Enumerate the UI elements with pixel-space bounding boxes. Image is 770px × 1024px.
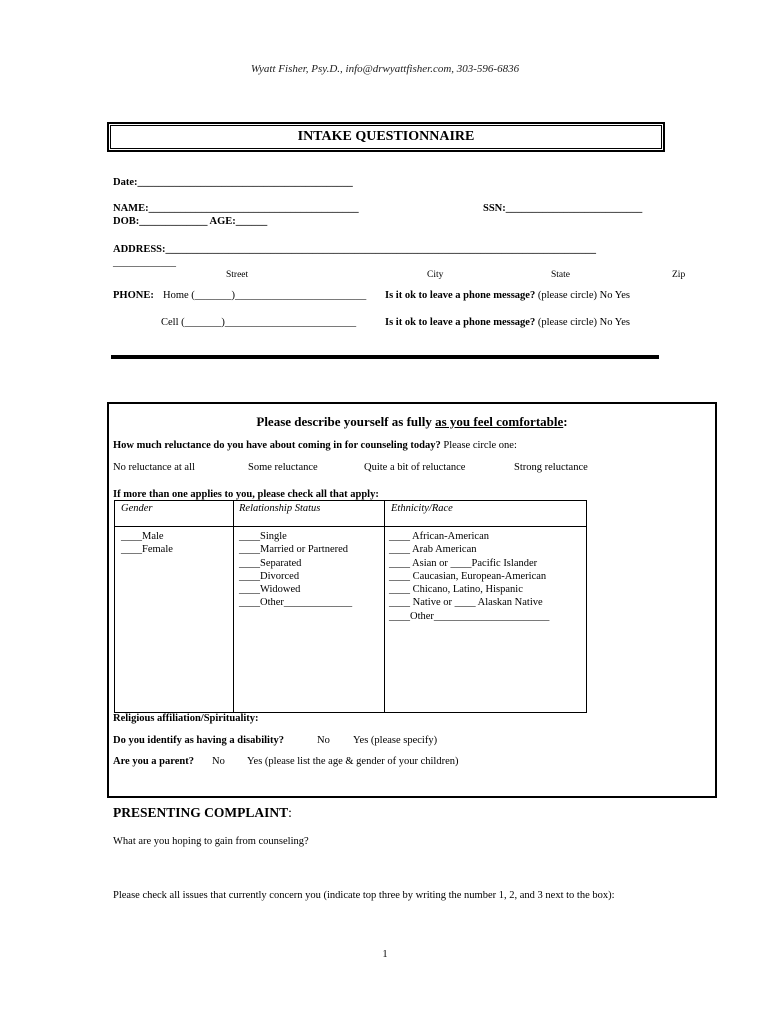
relationship-option[interactable]: ____Widowed — [239, 584, 301, 596]
describe-title-underlined: as you feel comfortable — [435, 414, 564, 429]
message-question-text: Is it ok to leave a phone message? — [385, 317, 536, 328]
address-field[interactable]: ADDRESS:__________________________________________________________________________________ — [113, 244, 597, 255]
ethnicity-option[interactable]: ____ African-American — [389, 531, 490, 542]
gender-option[interactable]: ____Male — [121, 531, 164, 542]
ethnicity-option[interactable]: ____ Native or ____ Alaskan Native — [389, 597, 543, 609]
title-box — [107, 122, 665, 152]
reluctance-option[interactable]: Strong reluctance — [514, 462, 588, 473]
relationship-option[interactable]: ____Divorced — [239, 570, 300, 582]
parent-yes-option[interactable]: Yes (please list the age & gender of your children) — [247, 756, 459, 767]
phone-cell-field[interactable]: Cell (_______)_________________________ — [161, 317, 357, 328]
parent-no-option[interactable]: No — [212, 756, 225, 767]
gender-header: Gender — [121, 503, 153, 514]
gender-list — [121, 530, 173, 557]
ssn-field[interactable]: SSN:__________________________ — [483, 203, 643, 214]
date-field[interactable]: Date:_________________________________________ — [113, 177, 353, 188]
issues-instruction: Please check all issues that currently concern you (indicate top three by writing the number 1, 2, and 3 next to the box): — [113, 890, 615, 901]
table-divider — [233, 501, 234, 712]
reluctance-option[interactable]: No reluctance at all — [113, 462, 195, 473]
ethnicity-option[interactable]: ____Other______________________ — [389, 610, 550, 622]
ethnicity-option[interactable]: ____ Asian or ____Pacific Islander — [389, 557, 538, 569]
message-options[interactable]: (please circle) No Yes — [537, 290, 630, 301]
demographics-table — [114, 500, 587, 713]
parent-question: Are you a parent? — [113, 756, 194, 767]
section-divider — [111, 355, 659, 359]
disability-yes-option[interactable]: Yes (please specify) — [353, 735, 438, 746]
ethnicity-option[interactable]: ____ Chicano, Latino, Hispanic — [389, 584, 523, 596]
address-label-zip: Zip — [672, 270, 686, 280]
dob-age-field[interactable]: DOB:_____________ AGE:______ — [113, 216, 268, 227]
reluctance-option[interactable]: Some reluctance — [248, 462, 318, 473]
relationship-option[interactable]: ____Other_____________ — [239, 597, 353, 609]
ethnicity-header: Ethnicity/Race — [391, 503, 453, 514]
reluctance-question: How much reluctance do you have about coming in for counseling today? Please circle one: — [113, 440, 517, 451]
message-question-cell — [385, 317, 630, 328]
address-label-city: City — [427, 270, 444, 280]
relationship-option[interactable]: ____Single — [239, 531, 287, 542]
ethnicity-list — [389, 530, 549, 623]
address-label-state: State — [551, 270, 570, 280]
page-number: 1 — [382, 949, 388, 960]
message-question-home — [385, 290, 630, 301]
header-contact-line: Wyatt Fisher, Psy.D., info@drwyattfisher.com, 303-596-6836 — [250, 63, 520, 75]
form-title: INTAKE QUESTIONNAIRE — [297, 129, 475, 144]
presenting-complaint-heading: PRESENTING COMPLAINT: — [113, 805, 292, 820]
describe-title: Please describe yourself as fully as you feel comfortable: — [256, 414, 568, 429]
relationship-header: Relationship Status — [239, 503, 321, 514]
message-options[interactable]: (please circle) No Yes — [537, 317, 630, 328]
religion-field[interactable]: Religious affiliation/Spirituality: — [113, 713, 259, 724]
table-divider — [384, 501, 385, 712]
ethnicity-option[interactable]: ____ Arab American — [389, 544, 477, 556]
check-all-instruction: If more than one applies to you, please check all that apply: — [113, 489, 379, 500]
message-question-text: Is it ok to leave a phone message? — [385, 290, 536, 301]
address-continuation[interactable]: ____________ — [113, 257, 176, 268]
disability-no-option[interactable]: No — [317, 735, 330, 746]
name-field[interactable]: NAME:________________________________________ — [113, 203, 359, 214]
table-divider — [115, 526, 586, 527]
gain-question: What are you hoping to gain from counseling? — [113, 836, 309, 847]
disability-question: Do you identify as having a disability? — [113, 735, 284, 746]
relationship-option[interactable]: ____Separated — [239, 557, 302, 569]
gender-option[interactable]: ____Female — [121, 544, 173, 556]
relationship-list — [239, 530, 352, 610]
phone-label: PHONE: — [113, 290, 154, 301]
reluctance-option[interactable]: Quite a bit of reluctance — [364, 462, 466, 473]
phone-home-field[interactable]: Home (_______)_________________________ — [163, 290, 367, 301]
address-label-street: Street — [226, 270, 249, 280]
ethnicity-option[interactable]: ____ Caucasian, European-American — [389, 570, 547, 582]
relationship-option[interactable]: ____Married or Partnered — [239, 544, 349, 556]
